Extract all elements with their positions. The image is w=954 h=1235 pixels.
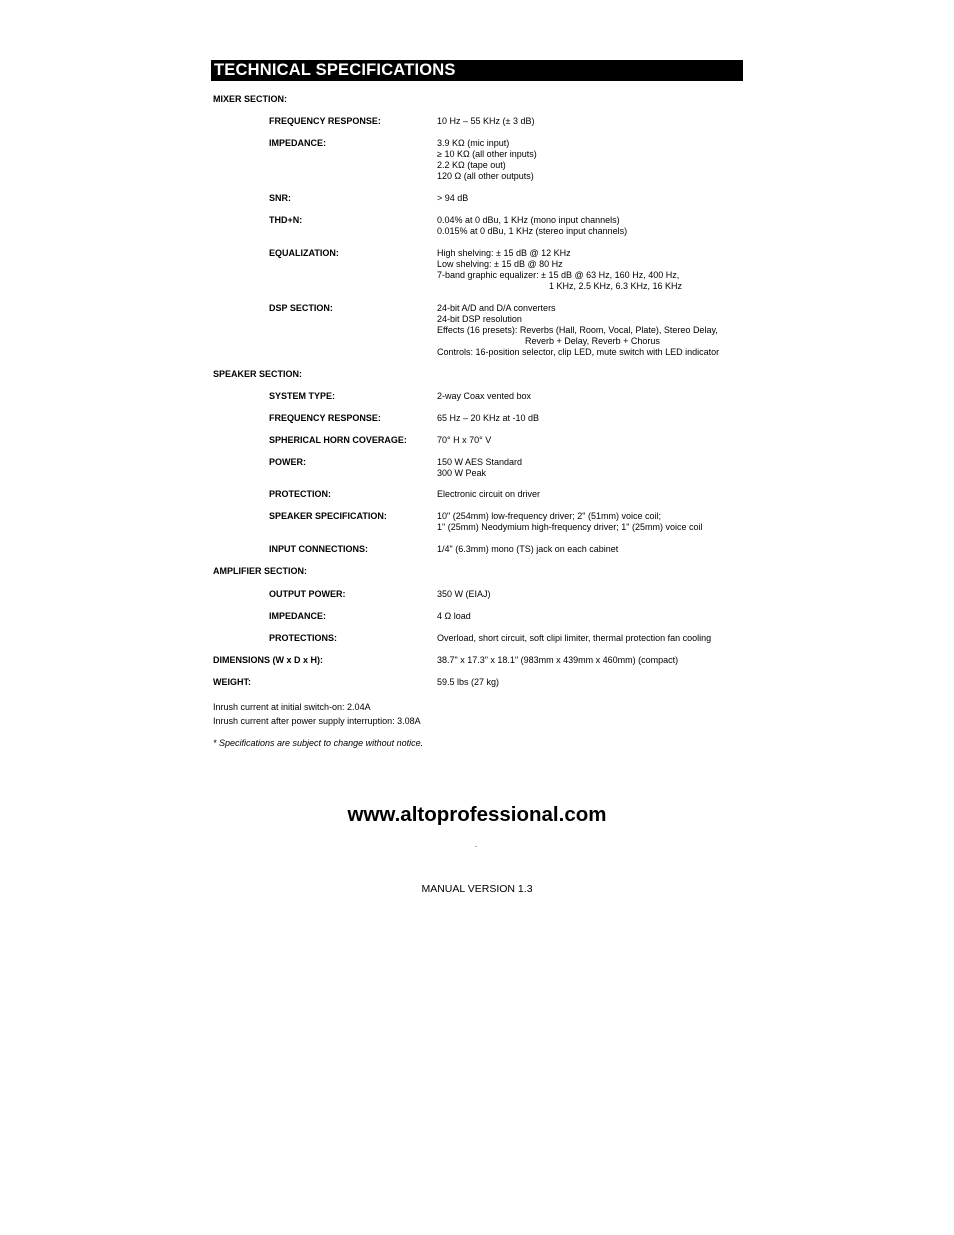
mixer-impedance-line: 3.9 KΩ (mic input) (437, 138, 510, 148)
speaker-power-label: POWER: (269, 457, 306, 467)
speaker-power-value (437, 457, 522, 479)
mixer-frequency-value: 10 Hz – 55 KHz (± 3 dB) (437, 116, 535, 126)
mixer-impedance-line: 120 Ω (all other outputs) (437, 171, 534, 181)
amplifier-protections-label: PROTECTIONS: (269, 633, 338, 643)
mixer-eq-line: High shelving: ± 15 dB @ 12 KHz (437, 248, 571, 258)
mixer-eq-label: EQUALIZATION: (269, 248, 339, 258)
speaker-protection-label: PROTECTION: (269, 489, 331, 499)
mixer-dsp-line: Controls: 16-position selector, clip LED, mute switch with LED indicator (437, 347, 720, 357)
mixer-frequency-label: FREQUENCY RESPONSE: (269, 116, 381, 126)
speaker-spec-line: 1" (25mm) Neodymium high-frequency driver; 1" (25mm) voice coil (437, 522, 703, 532)
page-title: TECHNICAL SPECIFICATIONS (214, 61, 456, 79)
amplifier-impedance-value: 4 Ω load (437, 611, 471, 621)
speaker-power-line: 150 W AES Standard (437, 457, 523, 467)
mixer-impedance-line: 2.2 KΩ (tape out) (437, 160, 506, 170)
amplifier-output-label: OUTPUT POWER: (269, 589, 346, 599)
amplifier-output-value: 350 W (EIAJ) (437, 589, 491, 599)
weight-label: WEIGHT: (213, 677, 251, 687)
mixer-dsp-label: DSP SECTION: (269, 303, 333, 313)
dimensions-label: DIMENSIONS (W x D x H): (213, 655, 324, 665)
weight-value: 59.5 lbs (27 kg) (437, 677, 500, 687)
inrush-note: Inrush current after power supply interruption: 3.08A (213, 716, 421, 726)
amplifier-protections-value: Overload, short circuit, soft clipi limiter, thermal protection fan cooling (437, 633, 712, 643)
mixer-dsp-line: 24-bit A/D and D/A converters (437, 303, 556, 313)
mixer-snr-label: SNR: (269, 193, 291, 203)
mixer-eq-value (437, 248, 682, 292)
mixer-eq-line: Low shelving: ± 15 dB @ 80 Hz (437, 259, 563, 269)
disclaimer: * Specifications are subject to change without notice. (213, 738, 424, 748)
mixer-dsp-line: Reverb + Delay, Reverb + Chorus (525, 336, 660, 346)
speaker-horn-label: SPHERICAL HORN COVERAGE: (269, 435, 407, 445)
speaker-section-heading: SPEAKER SECTION: (213, 369, 303, 379)
speaker-protection-value: Electronic circuit on driver (437, 489, 541, 499)
dimensions-value: 38.7" x 17.3" x 18.1" (983mm x 439mm x 460mm) (compact) (437, 655, 679, 665)
inrush-note: Inrush current at initial switch-on: 2.04A (213, 702, 371, 712)
mixer-impedance-label: IMPEDANCE: (269, 138, 327, 148)
mixer-dsp-line: 24-bit DSP resolution (437, 314, 522, 324)
mixer-thd-line: 0.015% at 0 dBu, 1 KHz (stereo input channels) (437, 226, 628, 236)
amplifier-section-heading: AMPLIFIER SECTION: (213, 566, 307, 576)
mixer-thd-label: THD+N: (269, 215, 303, 225)
manual-version: MANUAL VERSION 1.3 (421, 883, 533, 895)
mixer-eq-line: 7-band graphic equalizer: ± 15 dB @ 63 Hz, 160 Hz, 400 Hz, (437, 270, 680, 280)
mixer-eq-line: 1 KHz, 2.5 KHz, 6.3 KHz, 16 KHz (549, 281, 683, 291)
speaker-frequency-value: 65 Hz – 20 KHz at -10 dB (437, 413, 540, 423)
speaker-type-value: 2-way Coax vented box (437, 391, 532, 401)
speaker-spec-line: 10" (254mm) low-frequency driver; 2" (51mm) voice coil; (437, 511, 661, 521)
website-url: www.altoprofessional.com (347, 803, 607, 826)
speaker-power-line: 300 W Peak (437, 468, 487, 478)
speaker-type-label: SYSTEM TYPE: (269, 391, 336, 401)
mixer-impedance-line: ≥ 10 KΩ (all other inputs) (437, 149, 537, 159)
mixer-dsp-line: Effects (16 presets): Reverbs (Hall, Room, Vocal, Plate), Stereo Delay, (437, 325, 718, 335)
amplifier-impedance-label: IMPEDANCE: (269, 611, 327, 621)
speaker-input-value: 1/4" (6.3mm) mono (TS) jack on each cabinet (437, 544, 619, 554)
mixer-impedance-value (437, 138, 537, 182)
speaker-input-label: INPUT CONNECTIONS: (269, 544, 368, 554)
speaker-frequency-label: FREQUENCY RESPONSE: (269, 413, 381, 423)
speaker-spec-value (437, 511, 702, 533)
speaker-horn-value: 70° H x 70° V (437, 435, 492, 445)
mixer-thd-line: 0.04% at 0 dBu, 1 KHz (mono input channels) (437, 215, 620, 225)
mixer-thd-value (437, 215, 627, 237)
speaker-spec-label: SPEAKER SPECIFICATION: (269, 511, 387, 521)
separator-dot: . (475, 840, 478, 849)
mixer-section-heading: MIXER SECTION: (213, 94, 288, 104)
mixer-snr-value: > 94 dB (437, 193, 469, 203)
title-bar (211, 60, 743, 81)
mixer-dsp-value (437, 303, 719, 358)
